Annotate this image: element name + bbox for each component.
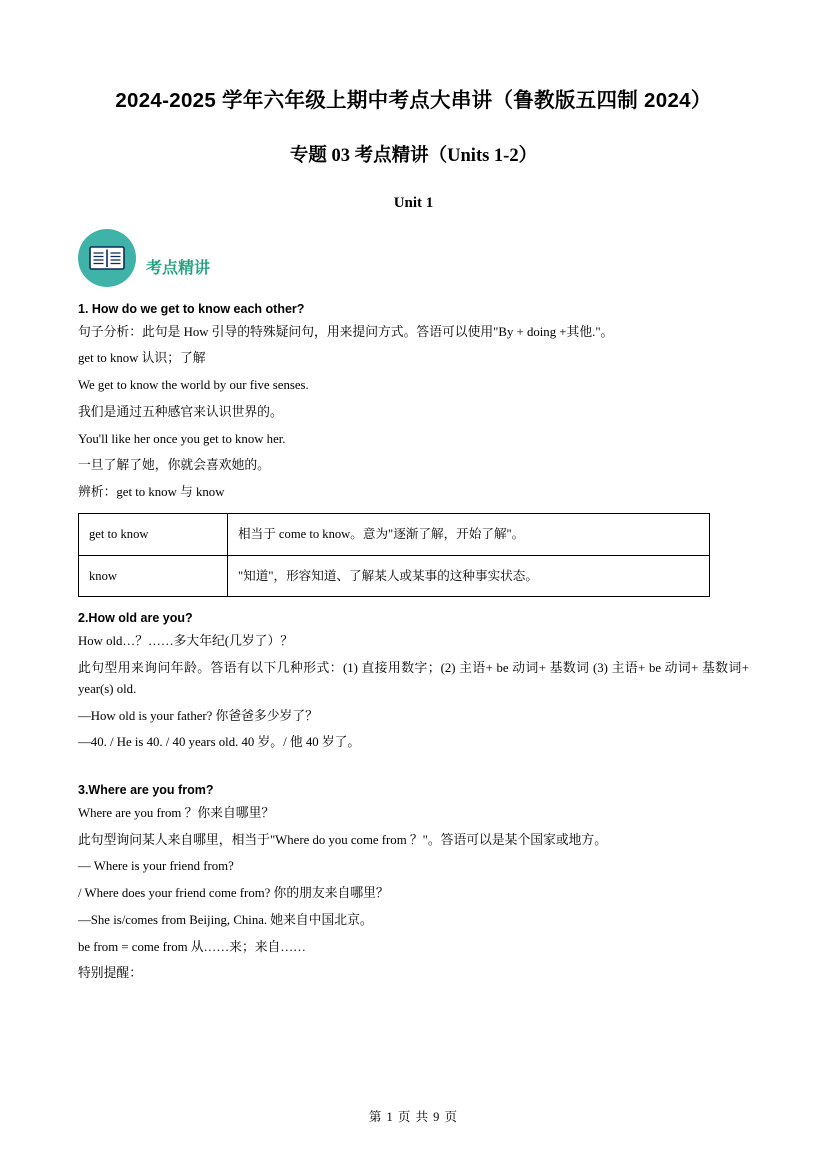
section-2-line-3: —How old is your father? 你爸爸多少岁了？ bbox=[78, 708, 318, 723]
section-2-line-2: 此句型用来询问年龄。答语有以下几种形式：(1) 直接用数字；(2) 主语+ be 动词+ 基数词 (3) 主语+ be 动词+ 基数词+ year(s) old. bbox=[78, 661, 749, 696]
page-subtitle: 专题 03 考点精讲（Units 1-2） bbox=[289, 145, 538, 166]
section-1-line-3: We get to know the world by our five senses. bbox=[78, 378, 309, 393]
section-3-line-1: Where are you from ？你来自哪里？ bbox=[78, 806, 275, 821]
section-3-line-3: — Where is your friend from? bbox=[78, 859, 234, 874]
table-cell-term: get to know bbox=[79, 513, 228, 555]
section-heading-3: 3.Where are you from? bbox=[78, 783, 214, 798]
section-1-line-4: 我们是通过五种感官来认识世界的。 bbox=[78, 404, 283, 419]
comparison-table bbox=[78, 513, 710, 598]
section-1-line-2: get to know 认识；了解 bbox=[78, 351, 206, 366]
table-row bbox=[79, 513, 710, 555]
table-cell-explanation: 相当于 come to know。意为"逐渐了解，开始了解"。 bbox=[228, 513, 710, 555]
section-heading-2: 2.How old are you? bbox=[78, 611, 193, 626]
section-1-line-5: You'll like her once you get to know her. bbox=[78, 431, 286, 446]
section-1-line-1: 句子分析：此句是 How 引导的特殊疑问句，用来提问方式。答语可以使用"By + doing +其他."。 bbox=[78, 324, 614, 339]
section-heading-1: 1. How do we get to know each other? bbox=[78, 301, 305, 316]
page-title: 2024-2025 学年六年级上期中考点大串讲（鲁教版五四制 2024） bbox=[115, 89, 712, 112]
banner-label: 考点精讲 bbox=[146, 260, 211, 278]
page-footer: 第 1 页 共 9 页 bbox=[368, 1110, 459, 1124]
section-2-line-4: —40. / He is 40. / 40 years old. 40 岁。/ 他 40 岁了。 bbox=[78, 735, 361, 750]
section-spacer bbox=[78, 759, 749, 769]
section-3-line-5: —She is/comes from Beijing, China. 她来自中国北京。 bbox=[78, 912, 373, 927]
table-cell-term: know bbox=[79, 555, 228, 597]
open-book-icon bbox=[78, 229, 136, 287]
section-3-line-7: 特别提醒： bbox=[78, 966, 142, 981]
section-3-line-2: 此句型询问某人来自哪里，相当于"Where do you come from ？"。答语可以是某个国家或地方。 bbox=[78, 832, 608, 847]
table-row bbox=[79, 555, 710, 597]
section-1-line-6: 一旦了解了她，你就会喜欢她的。 bbox=[78, 458, 270, 473]
section-3-line-4: / Where does your friend come from? 你的朋友来自哪里？ bbox=[78, 886, 389, 901]
table-cell-explanation: "知道"，形容知道、了解某人或某事的这种事实状态。 bbox=[228, 555, 710, 597]
section-3-line-6: be from = come from 从……来；来自…… bbox=[78, 939, 306, 954]
section-1-line-7: 辨析：get to know 与 know bbox=[78, 484, 225, 499]
section-banner bbox=[78, 228, 749, 288]
unit-heading: Unit 1 bbox=[393, 194, 434, 211]
section-2-line-1: How old…？……多大年纪(几岁了）？ bbox=[78, 634, 294, 649]
